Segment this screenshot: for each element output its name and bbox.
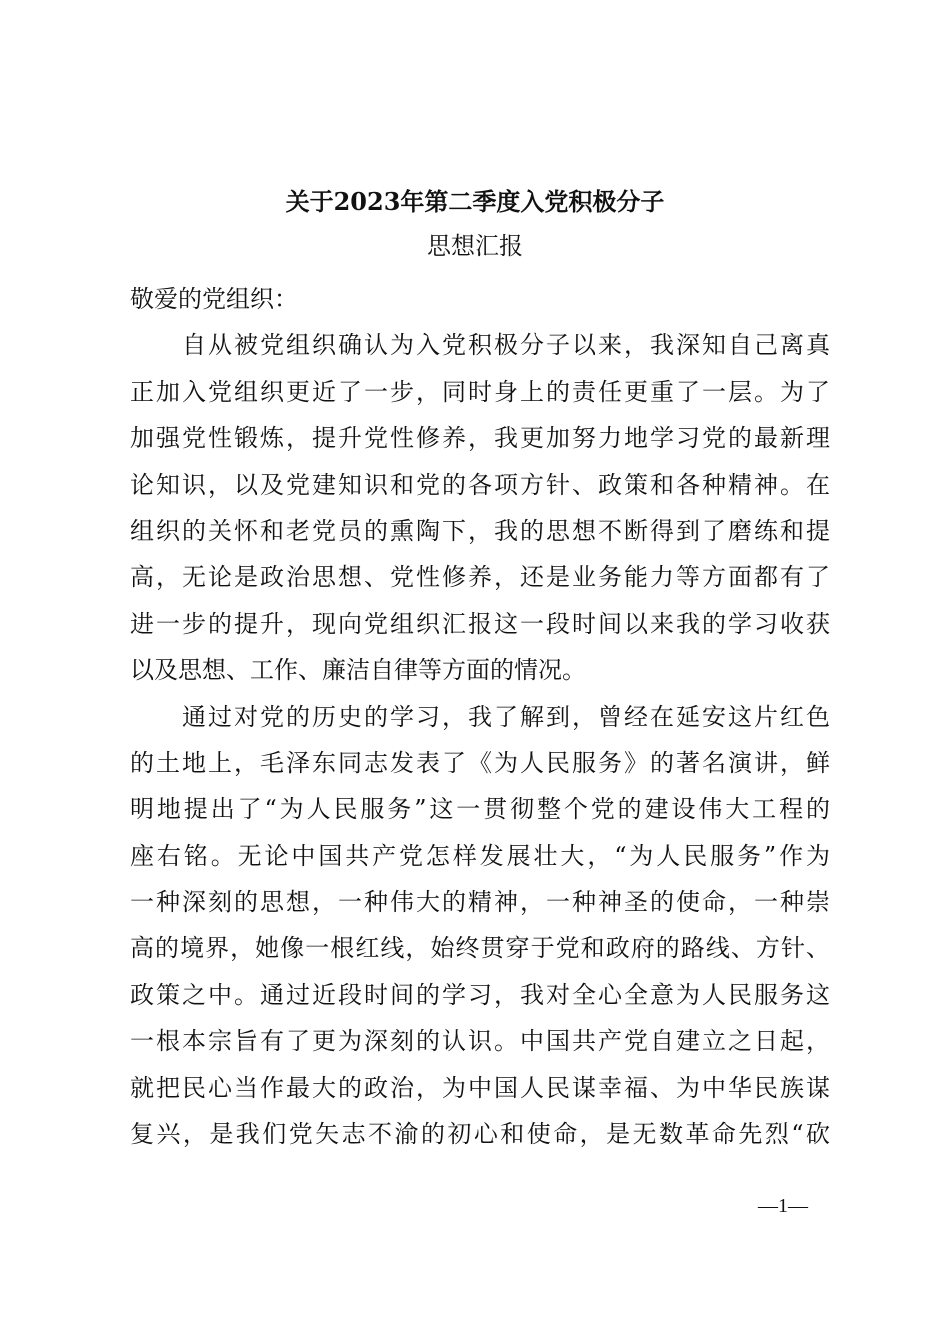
paragraph-line: 正加入党组织更近了一步，同时身上的责任更重了一层。为了 bbox=[130, 377, 830, 406]
page-number: —1— bbox=[758, 1195, 808, 1217]
paragraph-line: 通过对党的历史的学习，我了解到，曾经在延安这片红色 bbox=[130, 702, 830, 731]
paragraph-line: 政策之中。通过近段时间的学习，我对全心全意为人民服务这 bbox=[130, 980, 830, 1009]
paragraph-line: 论知识，以及党建知识和党的各项方针、政策和各种精神。在 bbox=[130, 470, 830, 499]
salutation: 敬爱的党组织： bbox=[130, 285, 298, 313]
paragraph-2 bbox=[130, 694, 830, 1158]
paragraph-line: 自从被党组织确认为入党积极分子以来，我深知自己离真 bbox=[130, 331, 830, 360]
paragraph-line: 以及思想、工作、廉洁自律等方面的情况。 bbox=[130, 656, 586, 685]
paragraph-line: 复兴，是我们党矢志不渝的初心和使命，是无数革命先烈“砍 bbox=[130, 1120, 830, 1149]
paragraph-line: 就把民心当作最大的政治，为中国人民谋幸福、为中华民族谋 bbox=[130, 1073, 830, 1102]
paragraph-line: 座右铭。无论中国共产党怎样发展壮大，“为人民服务”作为 bbox=[130, 841, 830, 870]
paragraph-line: 一根本宗旨有了更为深刻的认识。中国共产党自建立之日起， bbox=[130, 1027, 830, 1056]
paragraph-line: 的土地上，毛泽东同志发表了《为人民服务》的著名演讲，鲜 bbox=[130, 748, 830, 777]
document-title: 关于2023年第二季度入党积极分子 bbox=[285, 187, 665, 216]
paragraph-line: 进一步的提升，现向党组织汇报这一段时间以来我的学习收获 bbox=[130, 609, 830, 638]
paragraph-line: 组织的关怀和老党员的熏陶下，我的思想不断得到了磨练和提 bbox=[130, 516, 830, 545]
paragraph-line: 加强党性锻炼，提升党性修养，我更加努力地学习党的最新理 bbox=[130, 424, 830, 453]
paragraph-line: 高，无论是政治思想、党性修养，还是业务能力等方面都有了 bbox=[130, 563, 830, 592]
paragraph-line: 高的境界，她像一根红线，始终贯穿于党和政府的路线、方针、 bbox=[130, 934, 830, 963]
paragraph-line: 一种深刻的思想，一种伟大的精神，一种神圣的使命，一种崇 bbox=[130, 888, 830, 917]
document-body bbox=[130, 276, 830, 1157]
paragraph-line: 明地提出了“为人民服务”这一贯彻整个党的建设伟大工程的 bbox=[130, 795, 830, 824]
paragraph-1 bbox=[130, 322, 830, 693]
document-subtitle: 思想汇报 bbox=[427, 232, 523, 260]
